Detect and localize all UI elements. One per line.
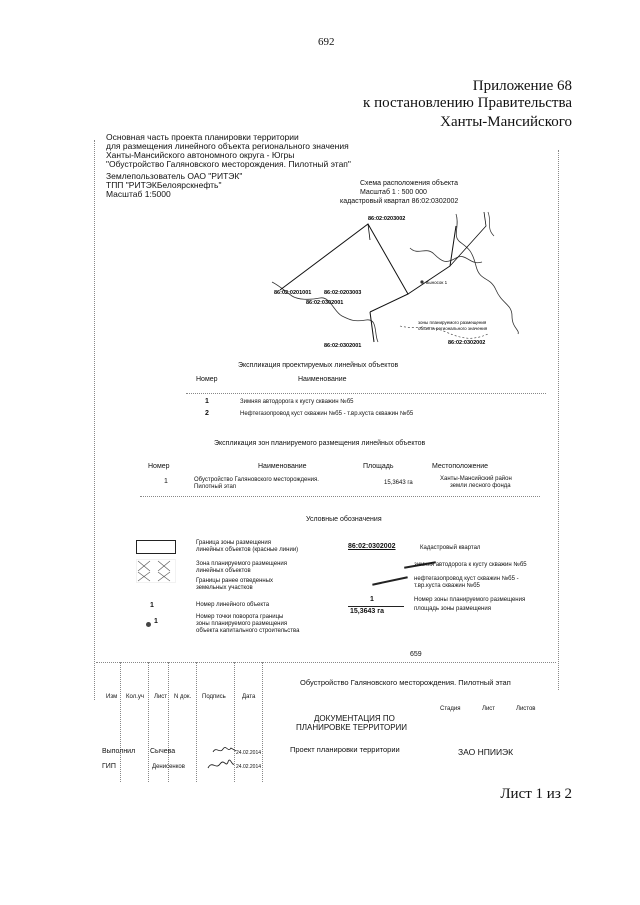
legend-symbol-zone-number: 1 xyxy=(370,596,374,603)
stamp-doc-title-2: ПЛАНИРОВКЕ ТЕРРИТОРИИ xyxy=(296,723,408,732)
label-q3: 86:02:0203003 xyxy=(324,290,362,296)
legend-symbol-red-line-box xyxy=(136,540,176,554)
river-line xyxy=(410,248,482,263)
explication-objects-row-1-name: Зимняя автодорога к кусту скважин №б5 xyxy=(240,399,354,405)
stamp-date-2: 24.02.2014 xyxy=(236,764,262,770)
stamp-rule-top xyxy=(96,662,556,663)
signature-2 xyxy=(206,758,236,772)
legend-symbol-cadastral: 86:02:0302002 xyxy=(348,543,396,550)
signature-1 xyxy=(212,744,238,756)
legend-symbol-object-number: 1 xyxy=(150,602,154,609)
legend-left-1-l1: Граница зоны размещения xyxy=(196,540,271,546)
stamp-col-izm: Изм xyxy=(106,694,118,700)
stamp-vrule-6 xyxy=(262,662,263,782)
legend-left-5-l3: объекта капитального строительства xyxy=(196,628,300,634)
label-zone-note-2: объекта регионального значения xyxy=(418,326,488,331)
explication-objects-col-number: Номер xyxy=(196,376,218,383)
legend-right-4-l2: площадь зоны размещения xyxy=(414,606,491,612)
explication-zones-row-1-num: 1 xyxy=(164,478,168,485)
header-line-2: для размещения линейного объекта регионального значения xyxy=(106,141,349,151)
explication-objects-title: Экспликация проектируемых линейных объектов xyxy=(238,362,399,369)
stamp-vrule-2 xyxy=(148,662,149,782)
parcel-boundary-4 xyxy=(370,312,374,342)
header-line-3: Ханты-Мансийского автономного округа - Югры xyxy=(106,150,295,160)
legend-symbol-pipeline xyxy=(372,576,408,585)
label-object: выносок 1 xyxy=(426,280,448,285)
stamp-project-name: Обустройство Галяновского месторождения. Пилотный этап xyxy=(300,678,511,687)
stamp-vrule-1 xyxy=(120,662,121,782)
explication-zones-col-name: Наименование xyxy=(258,463,307,470)
stamp-stage-col-1: Стадия xyxy=(440,706,461,712)
appendix-line-1: Приложение 68 xyxy=(472,78,572,94)
stamp-col-kol: Кол.уч xyxy=(126,694,144,700)
stamp-stage-col-2: Лист xyxy=(482,706,496,712)
legend-right-2-l1: зимняя автодорога к кусту скважин №б5 xyxy=(414,562,527,568)
legend-right-3-l2: т.вр.куста скважин №б5 xyxy=(414,583,480,589)
explication-zones-row-1-name-2: Пилотный этап xyxy=(194,484,237,490)
explication-zones-col-number: Номер xyxy=(148,463,170,470)
stamp-role-2: ГИП xyxy=(102,763,116,770)
explication-objects-rule xyxy=(186,393,546,394)
legend-title: Условные обозначения xyxy=(306,516,382,523)
header-line-5: Землепользователь ОАО "РИТЭК" xyxy=(106,171,243,181)
legend-left-4-l1: Номер линейного объекта xyxy=(196,602,270,608)
legend-right-4-l1: Номер зоны планируемого размещения xyxy=(414,597,526,603)
explication-zones-title: Экспликация зон планируемого размещения линейных объектов xyxy=(214,440,426,447)
legend-symbol-zone-divider xyxy=(348,606,404,607)
legend-symbol-turn-point-label: 1 xyxy=(154,618,158,625)
explication-objects-col-name: Наименование xyxy=(298,376,347,383)
explication-zones-row-1-area: 15,3643 га xyxy=(384,480,413,486)
scheme-scale: Масштаб 1 : 500 000 xyxy=(360,189,427,196)
label-q6: 86:02:0302002 xyxy=(448,340,486,346)
legend-left-2-l1: Зона планируемого размещения xyxy=(196,561,288,567)
stamp-role-1: Выполнил xyxy=(102,748,136,755)
legend-right-1-l1: Кадастровый квартал xyxy=(420,545,481,551)
label-zone-note-1: зоны планируемого размещения xyxy=(418,320,487,325)
explication-zones-row-1-loc-1: Ханты-Мансийский район xyxy=(440,476,512,482)
appendix-line-3: Ханты-Мансийского xyxy=(440,114,572,130)
stamp-vrule-4 xyxy=(196,662,197,782)
legend-left-5-l1: Номер точки поворота границы xyxy=(196,614,284,620)
explication-zones-col-location: Местоположение xyxy=(432,463,489,470)
label-q4: 86:02:0302001 xyxy=(306,300,344,306)
frame-line-right xyxy=(558,150,559,690)
legend-right-3-l1: нефтегазопровод куст скважин №б5 - xyxy=(414,576,519,582)
label-q1: 86:02:0203002 xyxy=(368,216,406,222)
explication-zones-rule xyxy=(140,496,540,497)
stamp-col-list: Лист xyxy=(154,694,168,700)
legend-symbol-zone-area: 15,3643 га xyxy=(350,608,385,615)
explication-zones-row-1-loc-2: земли лесного фонда xyxy=(450,483,511,489)
stamp-name-2: Денисенков xyxy=(152,764,185,770)
stamp-subject: Проект планировки территории xyxy=(290,745,400,754)
stamp-stage-col-3: Листов xyxy=(516,706,536,712)
sheet-counter: Лист 1 из 2 xyxy=(500,786,572,802)
stamp-col-ndoc: N док. xyxy=(174,694,192,700)
frame-line-left xyxy=(94,140,95,700)
stamp-organization: ЗАО НПИИЭК xyxy=(458,747,514,757)
explication-objects-row-1-num: 1 xyxy=(205,398,209,405)
scheme-quarter: кадастровый квартал 86:02:0302002 xyxy=(340,198,459,205)
stamp-number: 659 xyxy=(410,651,422,658)
appendix-line-2: к постановлению Правительства xyxy=(363,95,572,111)
legend-left-3-l1: Границы ранее отведенных xyxy=(196,578,274,584)
explication-zones-col-area: Площадь xyxy=(363,463,394,470)
river-line-2 xyxy=(456,214,518,334)
location-map xyxy=(250,206,525,352)
stamp-doc-title-1: ДОКУМЕНТАЦИЯ ПО xyxy=(314,714,395,723)
explication-zones-row-1-name-1: Обустройство Галяновского месторождения. xyxy=(194,477,319,483)
page-number: 692 xyxy=(318,36,335,48)
header-line-6: ТПП "РИТЭКБелоярскнефть" xyxy=(106,180,222,190)
header-line-7: Масштаб 1:5000 xyxy=(106,189,171,199)
label-q5: 86:02:0302001 xyxy=(324,343,362,349)
stamp-col-date: Дата xyxy=(242,694,256,700)
label-q2: 86:02:0201001 xyxy=(274,290,312,296)
scheme-title: Схема расположения объекта xyxy=(360,180,458,187)
header-line-1: Основная часть проекта планировки территории xyxy=(106,132,299,142)
legend-left-2-l2: линейных объектов xyxy=(196,568,251,574)
legend-symbol-turn-point xyxy=(146,622,151,627)
region-line xyxy=(488,212,494,236)
explication-objects-row-2-name: Нефтегазопровод куст скважин №б5 - т.вр.куста скважин №б5 xyxy=(240,411,414,417)
legend-symbol-zone-hatch xyxy=(136,559,176,583)
stamp-date-1: 24.02.2014 xyxy=(236,750,262,756)
object-marker xyxy=(420,280,423,283)
stamp-col-sign: Подпись xyxy=(202,694,226,700)
stamp-name-1: Сычева xyxy=(150,748,176,755)
legend-left-5-l2: зоны планируемого размещения xyxy=(196,621,288,627)
legend-left-3-l2: земельных участков xyxy=(196,585,253,591)
explication-objects-row-2-num: 2 xyxy=(205,410,209,417)
header-line-4: "Обустройство Галяновского месторождения. Пилотный этап" xyxy=(106,159,351,169)
legend-left-1-l2: линейных объектов (красные линии) xyxy=(196,547,299,553)
